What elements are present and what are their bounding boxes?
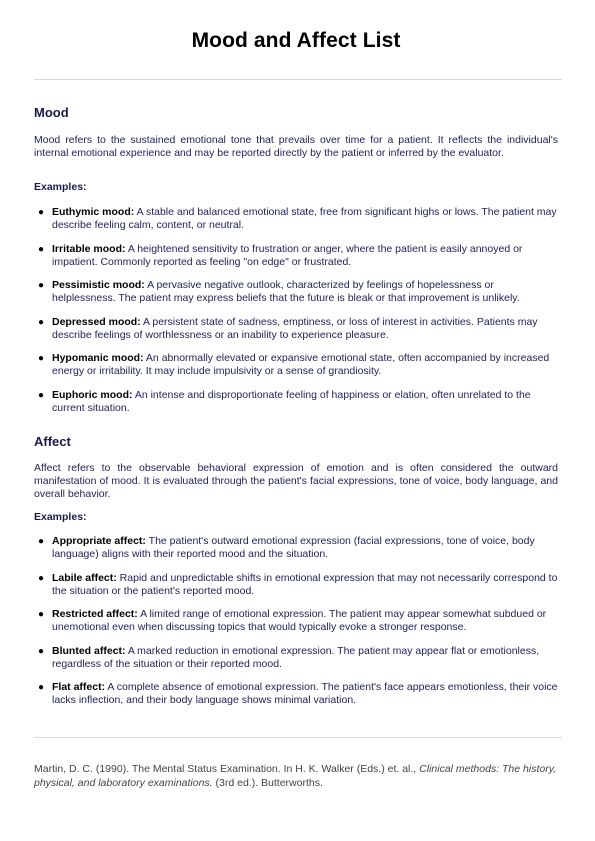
list-item-text: A persistent state of sadness, emptiness, or loss of interest in activities. Patients may describe feelings of worthlessness or an inability to experience pleasure. bbox=[52, 315, 538, 341]
list-item-term: Hypomanic mood: bbox=[52, 352, 144, 364]
list-item-text: A marked reduction in emotional expression. The patient may appear flat or emotionless, regardless of the situation or their reported mood. bbox=[52, 644, 540, 670]
bullet-icon: ● bbox=[38, 572, 45, 584]
mood-heading: Mood bbox=[34, 105, 69, 120]
list-item-term: Restricted affect: bbox=[52, 608, 138, 620]
list-item-text: A stable and balanced emotional state, free from significant highs or lows. The patient may describe feeling calm, content, or neutral. bbox=[52, 206, 557, 231]
list-item-text: A pervasive negative outlook, characterized by feelings of hopelessness or helplessness. The patient may express beliefs that the future is bleak or that improvement is unlikely. bbox=[52, 279, 520, 304]
list-item bbox=[34, 206, 558, 232]
list-item bbox=[34, 243, 558, 269]
list-item bbox=[34, 572, 558, 598]
reference-book-title: Clinical methods: The history, physical, and laboratory examinations. bbox=[34, 763, 557, 789]
bullet-icon: ● bbox=[38, 353, 45, 364]
list-item bbox=[34, 645, 558, 671]
mood-examples-list bbox=[34, 206, 558, 425]
bullet-icon: ● bbox=[38, 645, 45, 657]
bullet-icon: ● bbox=[38, 243, 45, 255]
list-item-text: The patient's outward emotional expression (facial expressions, tone of voice, body language) aligns with their reported mood and the situation. bbox=[52, 535, 535, 560]
list-item bbox=[34, 681, 558, 707]
list-item-term: Appropriate affect: bbox=[52, 535, 146, 547]
list-item bbox=[34, 279, 558, 305]
bottom-divider bbox=[34, 737, 562, 738]
mood-description: Mood refers to the sustained emotional tone that prevails over time for a patient. It reflects the individual's internal emotional experience and may be reported directly by the patient or inferred by the evaluator. bbox=[34, 134, 558, 159]
bullet-icon: ● bbox=[38, 609, 45, 620]
list-item-text: An intense and disproportionate feeling of happiness or elation, often unrelated to the current situation. bbox=[52, 388, 531, 414]
list-item-term: Flat affect: bbox=[52, 681, 106, 693]
mood-examples-label: Examples: bbox=[34, 181, 87, 193]
list-item bbox=[34, 389, 558, 415]
bullet-icon: ● bbox=[38, 682, 45, 693]
list-item-text: A limited range of emotional expression. The patient may appear somewhat subdued or unemotional even when discussing topics that would typically evoke a stronger response. bbox=[52, 608, 547, 633]
list-item-text: An abnormally elevated or expansive emotional state, often accompanied by increased energy or irritability. It may include impulsivity or a sense of grandiosity. bbox=[52, 352, 550, 377]
bullet-icon: ● bbox=[38, 316, 45, 328]
list-item-term: Labile affect: bbox=[52, 571, 117, 584]
top-divider bbox=[34, 79, 562, 80]
bullet-icon: ● bbox=[38, 536, 45, 547]
list-item bbox=[34, 352, 558, 378]
list-item-term: Irritable mood: bbox=[52, 242, 126, 255]
reference-publisher: (3rd ed.). Butterworths. bbox=[212, 777, 323, 789]
bullet-icon: ● bbox=[38, 280, 45, 291]
list-item bbox=[34, 535, 558, 561]
bullet-icon: ● bbox=[38, 389, 45, 401]
reference-citation bbox=[34, 762, 558, 790]
list-item bbox=[34, 608, 558, 634]
page-title: Mood and Affect List bbox=[191, 29, 401, 52]
list-item bbox=[34, 316, 558, 342]
affect-examples-label: Examples: bbox=[34, 511, 87, 523]
affect-examples-list bbox=[34, 535, 558, 718]
list-item-text: Rapid and unpredictable shifts in emotional expression that may not necessarily correspond to the situation or the patient's reported mood. bbox=[52, 571, 558, 597]
list-item-term: Depressed mood: bbox=[52, 315, 141, 328]
bullet-icon: ● bbox=[38, 207, 45, 218]
list-item-text: A complete absence of emotional expression. The patient's face appears emotionless, their voice lacks inflection, and their body language shows minimal variation. bbox=[52, 681, 558, 706]
list-item-text: A heightened sensitivity to frustration or anger, where the patient is easily annoyed or impatient. Commonly reported as feeling "on edge" or frustrated. bbox=[52, 242, 523, 268]
affect-description: Affect refers to the observable behavioral expression of emotion and is often considered the outward manifestation of mood. It is evaluated through the patient's facial expressions, tone of voice, body language, and overall behavior. bbox=[34, 462, 558, 500]
affect-heading: Affect bbox=[34, 434, 71, 449]
list-item-term: Blunted affect: bbox=[52, 644, 126, 657]
reference-text: Martin, D. C. (1990). The Mental Status Examination. In H. K. Walker (Eds.) et. al., bbox=[34, 763, 420, 775]
list-item-term: Euphoric mood: bbox=[52, 388, 133, 401]
list-item-term: Pessimistic mood: bbox=[52, 279, 145, 291]
list-item-term: Euthymic mood: bbox=[52, 206, 135, 218]
